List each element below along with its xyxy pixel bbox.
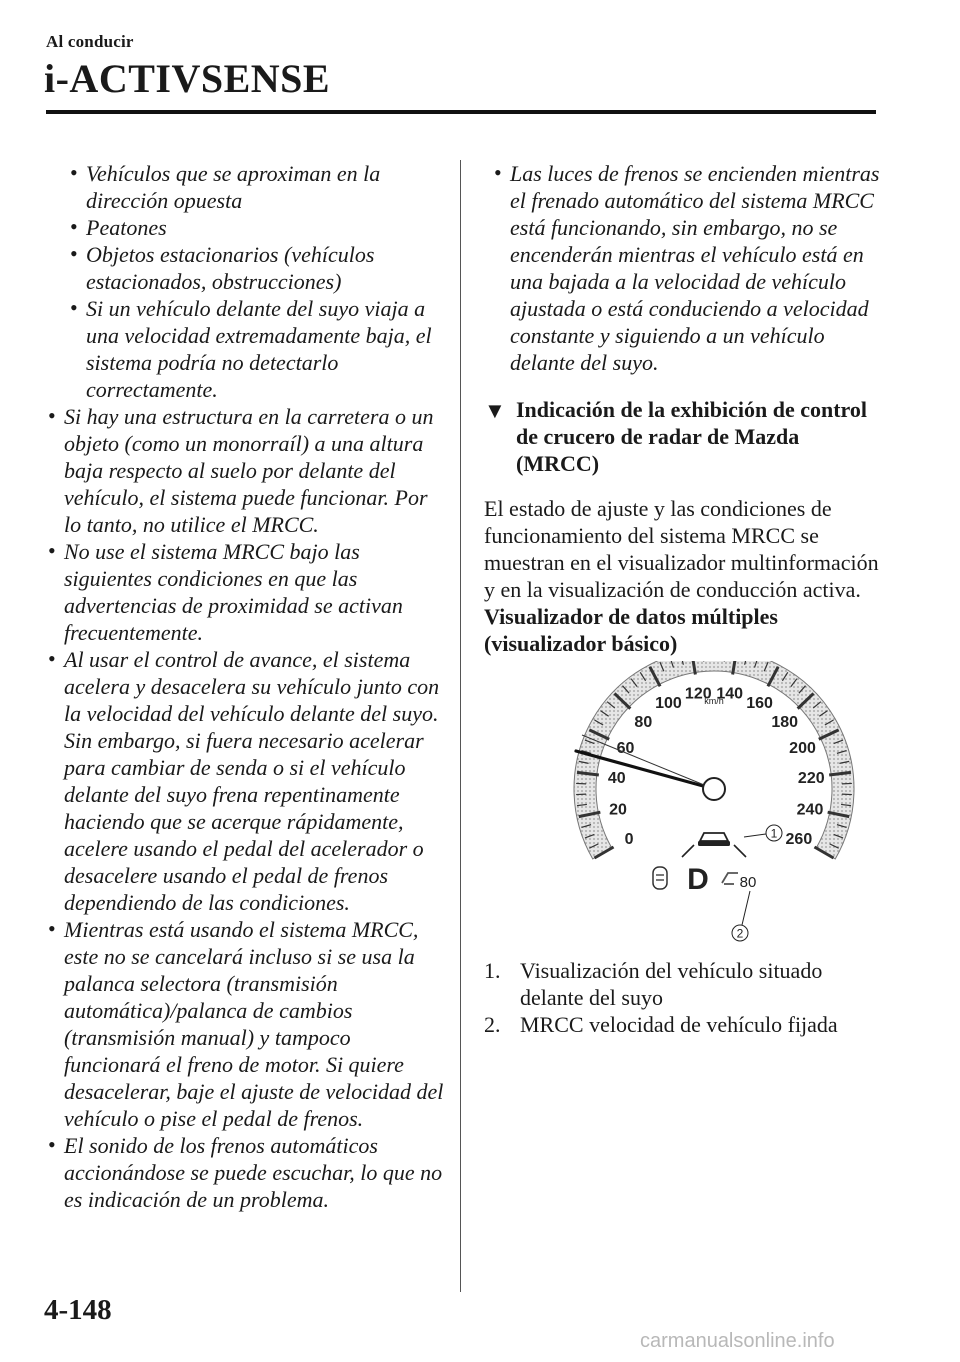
- speed-tick-label: 240: [796, 801, 824, 819]
- sub-bullet-item: • Vehículos que se aproximan en la dirección opuesta: [70, 160, 381, 213]
- lane-assist-icon: [653, 867, 667, 889]
- bullet-icon: •: [70, 214, 78, 239]
- triangle-down-icon: ▼: [484, 398, 506, 423]
- bullet-item: • No use el sistema MRCC bajo las siguientes condiciones en que las advertencias de proximidad se activan frecuentemente.: [48, 538, 403, 645]
- left-column: [48, 160, 448, 1213]
- bullet-icon: •: [48, 916, 56, 941]
- bullet-icon: •: [70, 241, 78, 266]
- preceding-vehicle-icon: [682, 833, 766, 857]
- figure-note-2: 2. MRCC velocidad de vehículo fijada: [484, 1012, 838, 1037]
- display-subheading: Visualizador de datos múltiples (visualizador básico): [484, 604, 778, 656]
- sub-bullet-item: • Las luces de frenos se encienden mientras el frenado automático del sistema MRCC está funcionando, sin embargo, no se encenderán mientras el vehículo está en una bajada a la velocidad de vehículo ajustada o está conduciendo a velocidad constante y siguiendo a un vehículo delante del suyo.: [494, 160, 880, 375]
- speed-unit-label: km/h: [704, 696, 724, 706]
- sub-bullet-item: • Si un vehículo delante del suyo viaja a una velocidad extremadamente baja, el sistema podría no detectarlo correctamente.: [70, 295, 432, 402]
- bullet-item: • Mientras está usando el sistema MRCC, este no se cancelará incluso si se usa la palanca selectora (transmisión automática)/palanca de cambios (transmisión manual) y tampoco funcionará el freno de motor. Si quiere desacelerar, baje el ajuste de velocidad del vehículo o pise el pedal de frenos.: [48, 916, 444, 1131]
- bullet-item: • El sonido de los frenos automáticos accionándose se puede escuchar, lo que no es indicación de un problema.: [48, 1132, 443, 1212]
- speed-tick-label: 120: [684, 685, 712, 703]
- bullet-icon: •: [48, 538, 56, 563]
- speed-tick-label: 40: [607, 770, 626, 788]
- speed-tick-label: 20: [609, 801, 627, 819]
- page-number: 4-148: [44, 1294, 112, 1326]
- section-label: Al conducir: [46, 32, 134, 51]
- set-speed-marker: [582, 735, 714, 789]
- speed-tick-label: 160: [746, 695, 773, 713]
- callout-2-line: [742, 891, 750, 925]
- gear-indicator: D: [687, 863, 709, 896]
- bullet-icon: •: [48, 646, 56, 671]
- speed-tick-label: 260: [785, 831, 813, 848]
- page-title: i-ACTIVSENSE: [44, 56, 331, 101]
- callout-2-label: 2: [736, 926, 744, 941]
- speed-tick-label: 220: [797, 770, 825, 788]
- description-paragraph: El estado de ajuste y las condiciones de funcionamiento del sistema MRCC se muestran en el visualizador multinformación y en la visualización de conducción activa.: [484, 496, 879, 602]
- callout-1-label: 1: [770, 826, 778, 841]
- speed-tick-label: 80: [634, 714, 653, 732]
- speed-tick-label: 0: [624, 831, 634, 848]
- section-heading: ▼ Indicación de la exhibición de control de crucero de radar de Mazda (MRCC): [484, 397, 868, 476]
- speed-tick-label: 140: [716, 685, 744, 703]
- gauge-labels: [608, 685, 825, 848]
- sub-bullet-item: • Objetos estacionarios (vehículos estacionados, obstrucciones): [70, 241, 375, 294]
- watermark: carmanualsonline.info: [640, 1330, 835, 1352]
- title-rule: [46, 110, 876, 114]
- right-column: [484, 160, 884, 1038]
- speed-tick-label: 100: [655, 695, 682, 713]
- bullet-item: • Al usar el control de avance, el sistema acelera y desacelera su vehículo junto con la velocidad del vehículo delante del suyo. Sin embargo, si fuera necesario acelerar para cambiar de senda o si el vehículo delante del suyo frena repentinamente haciendo que se acerque rápidamente, acelere usando el pedal del acelerador o desacelere usando el pedal de frenos dependiendo de las condiciones.: [48, 646, 440, 915]
- bullet-icon: •: [48, 403, 56, 428]
- set-speed-value: 80: [739, 874, 757, 891]
- figure-note-1: 1. Visualización del vehículo situado delante del suyo: [484, 958, 823, 1010]
- bullet-icon: •: [494, 160, 502, 185]
- needle-hub: [703, 778, 725, 800]
- speedometer-figure: [548, 661, 878, 951]
- speed-tick-label: 180: [771, 714, 799, 732]
- bullet-item: • Si hay una estructura en la carretera o un objeto (como un monorraíl) a una altura baja respecto al suelo por delante del vehículo, el sistema puede funcionar. Por lo tanto, no utilice el MRCC.: [48, 403, 434, 537]
- speed-tick-label: 200: [789, 739, 816, 757]
- bullet-icon: •: [70, 295, 78, 320]
- sub-bullet-item: • Peatones: [70, 214, 167, 240]
- bullet-icon: •: [70, 160, 78, 185]
- gauge-ring: [574, 661, 854, 859]
- column-divider: [460, 160, 461, 1292]
- cruise-icon: [722, 873, 738, 884]
- figure-notes: [484, 957, 884, 1038]
- bullet-icon: •: [48, 1132, 56, 1157]
- speedometer-gauge: [548, 661, 878, 951]
- speed-tick-label: 60: [616, 739, 635, 757]
